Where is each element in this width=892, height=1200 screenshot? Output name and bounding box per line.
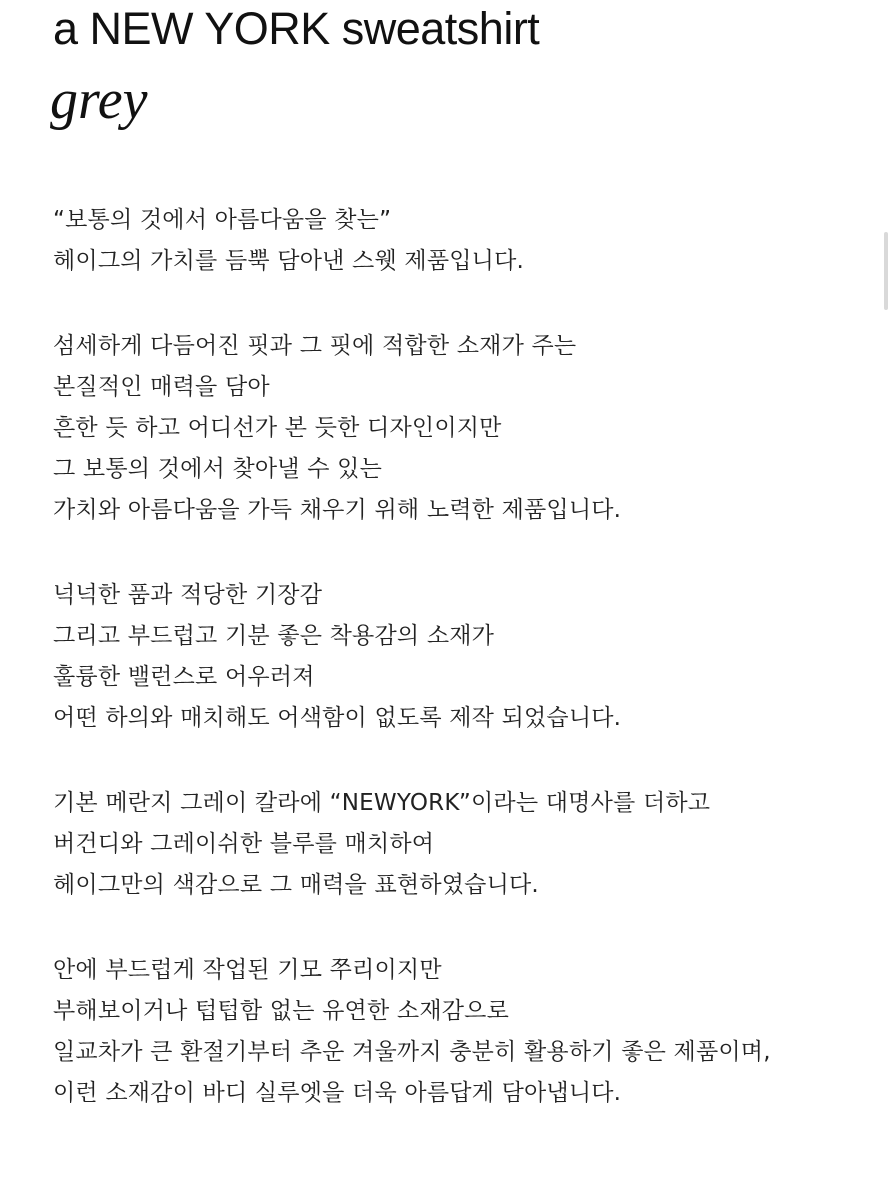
- description-line: 헤이그만의 색감으로 그 매력을 표현하였습니다.: [53, 872, 539, 898]
- description-line: 섬세하게 다듬어진 핏과 그 핏에 적합한 소재가 주는: [53, 333, 577, 359]
- description-body: [53, 200, 873, 1158]
- description-line: 안에 부드럽게 작업된 기모 쭈리이지만: [53, 957, 442, 983]
- description-line: 흔한 듯 하고 어디선가 본 듯한 디자인이지만: [53, 415, 502, 441]
- description-line: 버건디와 그레이쉬한 블루를 매치하여: [53, 831, 435, 857]
- scrollbar-thumb[interactable]: [884, 232, 888, 310]
- description-line: 그리고 부드럽고 기분 좋은 착용감의 소재가: [53, 623, 495, 649]
- description-line: 넉넉한 품과 적당한 기장감: [53, 582, 323, 608]
- description-line: 이런 소재감이 바디 실루엣을 더욱 아름답게 담아냅니다.: [53, 1080, 622, 1106]
- description-paragraph-5: [53, 950, 873, 1114]
- product-color-subtitle: grey: [50, 69, 148, 131]
- description-line: 헤이그의 가치를 듬뿍 담아낸 스웻 제품입니다.: [53, 248, 525, 274]
- description-line: “보통의 것에서 아름다움을 찾는”: [53, 207, 392, 233]
- description-line: 본질적인 매력을 담아: [53, 374, 270, 400]
- description-line: 그 보통의 것에서 찾아낼 수 있는: [53, 456, 382, 482]
- description-line: 일교차가 큰 환절기부터 추운 겨울까지 충분히 활용하기 좋은 제품이며,: [53, 1039, 771, 1065]
- scrollbar-track[interactable]: [882, 0, 892, 1200]
- description-line: 가치와 아름다움을 가득 채우기 위해 노력한 제품입니다.: [53, 497, 622, 523]
- description-paragraph-4: [53, 783, 873, 906]
- description-line: 기본 메란지 그레이 칼라에 “NEWYORK”이라는 대명사를 더하고: [53, 790, 711, 816]
- description-paragraph-2: [53, 326, 873, 531]
- description-paragraph-3: [53, 575, 873, 739]
- description-line: 훌륭한 밸런스로 어우러져: [53, 664, 315, 690]
- description-line: 부해보이거나 텁텁함 없는 유연한 소재감으로: [53, 998, 509, 1024]
- description-paragraph-1: [53, 200, 873, 282]
- product-title: a NEW YORK sweatshirt: [53, 3, 540, 54]
- description-line: 어떤 하의와 매치해도 어색함이 없도록 제작 되었습니다.: [53, 705, 622, 731]
